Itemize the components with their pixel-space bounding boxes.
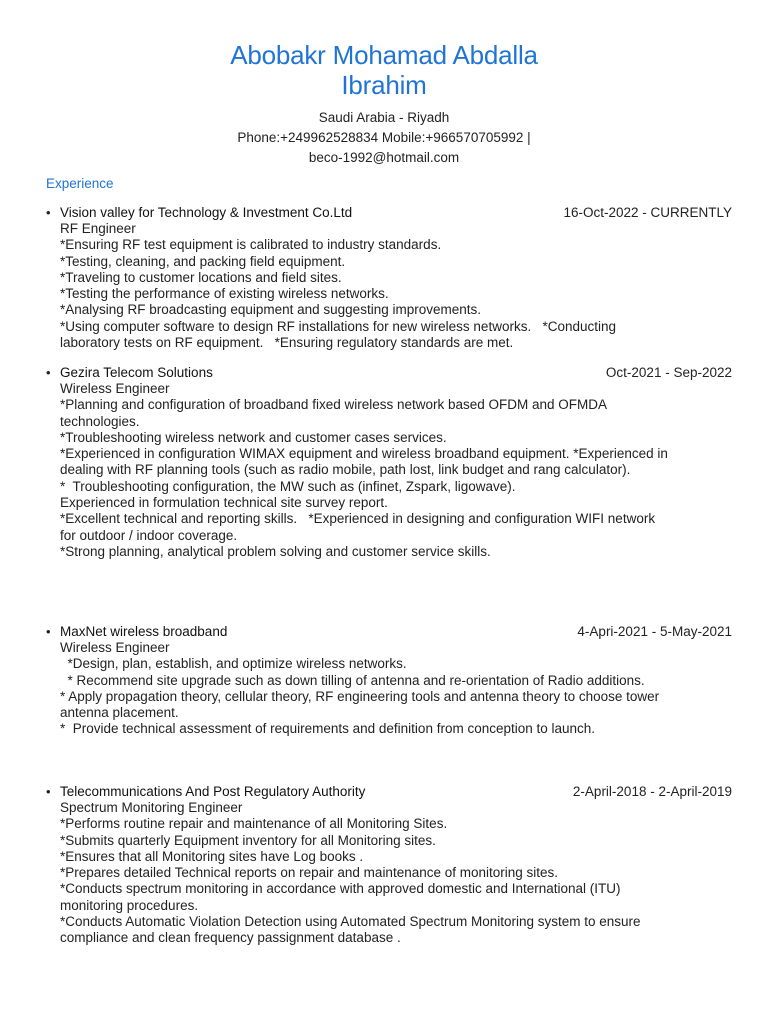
company-name: Gezira Telecom Solutions	[60, 365, 213, 380]
bullet-icon: •	[46, 205, 51, 220]
job-dates: Oct-2021 - Sep-2022	[605, 365, 732, 380]
job-role: RF Engineer	[60, 221, 136, 236]
job-entry	[46, 205, 732, 351]
job-dates: 16-Oct-2022 - CURRENTLY	[563, 205, 732, 220]
job-entry	[46, 365, 732, 560]
bullet-icon: •	[46, 365, 51, 380]
job-description: *Planning and configuration of broadband fixed wireless network based OFDM and OFMDA technologies. *Troubleshooting wireless network and customer cases services. *Experienced in configuration WIMAX equipment and wireless broadband equipment. *Experienced in dealing with RF planning tools (such as radio mobile, path lost, link budget and rang calculator). * Troubleshooting configuration, the MW such as (infinet, Zspark, ligowave). Experienced in formulation technical site survey report. *Excellent technical and reporting skills. *Experienced in designing and configuration WIFI network for outdoor / indoor coverage. *Strong planning, analytical problem solving and customer service skills.	[60, 397, 668, 559]
contact-block	[0, 108, 768, 168]
job-description: *Design, plan, establish, and optimize wireless networks. * Recommend site upgrade such as down tilling of antenna and re-orientation of Radio additions. * Apply propagation theory, cellular theory, RF engineering tools and antenna theory to choose tower antenna placement. * Provide technical assessment of requirements and definition from conception to launch.	[60, 656, 660, 737]
job-description: *Performs routine repair and maintenance of all Monitoring Sites. *Submits quarterly Equipment inventory for all Monitoring sites. *Ensures that all Monitoring sites have Log books . *Prepares detailed Technical reports on repair and maintenance of monitoring sites. *Conducts spectrum monitoring in accordance with approved domestic and International (ITU) monitoring procedures. *Conducts Automatic Violation Detection using Automated Spectrum Monitoring system to ensure compliance and clean frequency passignment database .	[60, 816, 641, 946]
section-title-experience: Experience	[46, 176, 114, 191]
job-header	[46, 205, 732, 221]
job-description: *Ensuring RF test equipment is calibrated to industry standards. *Testing, cleaning, and packing field equipment. *Traveling to customer locations and field sites. *Testing the performance of existing wireless networks. *Analysing RF broadcasting equipment and suggesting improvements. *Using computer software to design RF installations for new wireless networks. *Conducting laboratory tests on RF equipment. *Ensuring regulatory standards are met.	[60, 237, 616, 351]
resume-header	[0, 0, 768, 168]
job-dates: 4-Apri-2021 - 5-May-2021	[577, 624, 732, 639]
job-entry	[46, 784, 732, 947]
job-role: Spectrum Monitoring Engineer	[60, 800, 243, 815]
bullet-icon: •	[46, 784, 51, 799]
company-name: Telecommunications And Post Regulatory Authority	[60, 784, 366, 799]
email: beco-1992@hotmail.com	[308, 150, 460, 165]
job-entry	[46, 624, 732, 738]
name-line-2: Ibrahim	[341, 70, 427, 100]
job-dates: 2-April-2018 - 2-April-2019	[572, 784, 732, 799]
job-header	[46, 624, 732, 640]
name-line-1: Abobakr Mohamad Abdalla	[230, 40, 538, 70]
job-header	[46, 784, 732, 800]
phone-numbers: Phone:+249962528834 Mobile:+966570705992 |	[237, 130, 531, 145]
job-header	[46, 365, 732, 381]
job-role: Wireless Engineer	[60, 640, 170, 655]
company-name: MaxNet wireless broadband	[60, 624, 228, 639]
company-name: Vision valley for Technology & Investment Co.Ltd	[60, 205, 353, 220]
job-role: Wireless Engineer	[60, 381, 170, 396]
bullet-icon: •	[46, 624, 51, 639]
location: Saudi Arabia - Riyadh	[318, 110, 450, 125]
